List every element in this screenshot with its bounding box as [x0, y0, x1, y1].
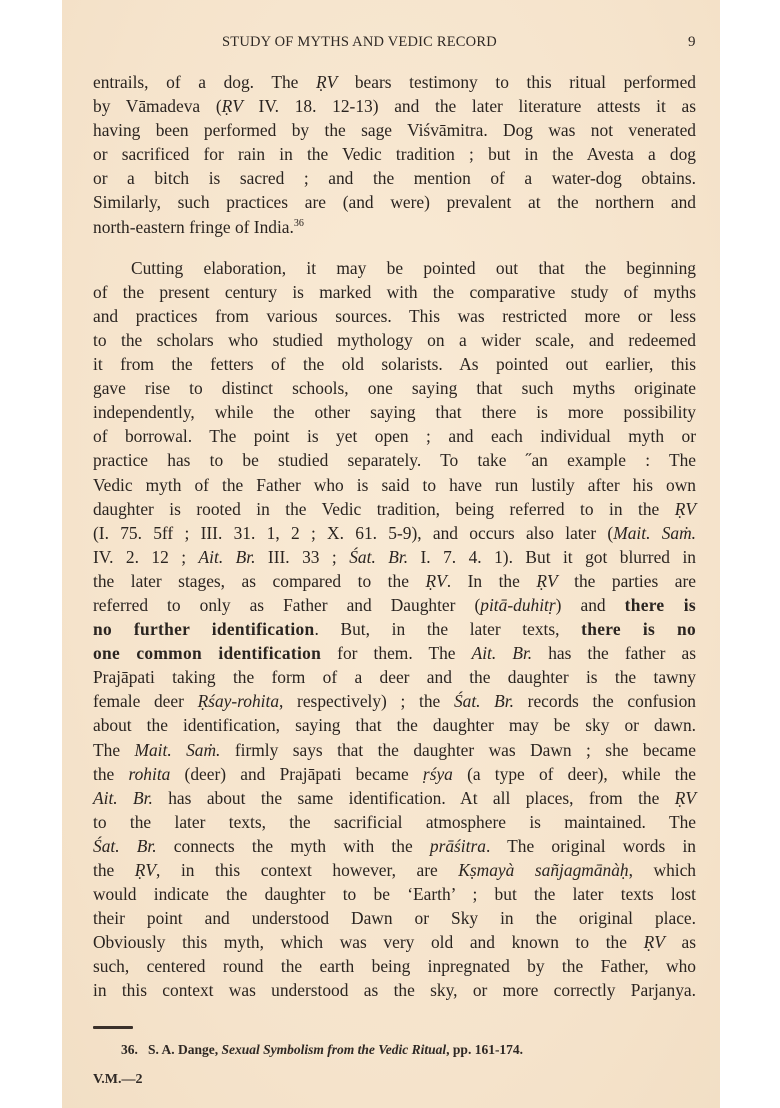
footnote-title: Sexual Symbolism from the Vedic Ritual	[221, 1042, 447, 1057]
text-line: Obviously this myth, which was very old and known to the ṚV as	[93, 932, 697, 953]
text-line: independently, while the other saying that there is more possibility	[93, 402, 696, 423]
rv-abbrev: ṚV	[134, 860, 157, 880]
text-line: The Mait. Saṁ. firmly says that the daughter was Dawn ; she became	[93, 739, 697, 760]
text-line: the ṚV, in this context however, are Kṣmayà sañjagmānàḥ, which	[93, 860, 697, 880]
text-line: Vedic myth of the Father who is said to have run lustily after his own	[93, 474, 696, 495]
sanskrit-term: prāśitra	[429, 835, 486, 856]
footnote-number: 36.	[121, 1042, 138, 1057]
rv-abbrev: ṚV	[315, 72, 338, 92]
text-line: by Vāmadeva (ṚV IV. 18. 12-13) and the later literature attests it as	[93, 96, 696, 117]
source-abbrev: Ait. Br.	[471, 643, 533, 664]
rv-abbrev: ṚV	[425, 570, 447, 591]
text-line: IV. 2. 12 ; Ait. Br. III. 33 ; Śat. Br. I. 7. 4. 1). But it got blurred in	[93, 546, 696, 567]
text-line: to the scholars who studied mythology on a wider scale, and redeemed	[93, 329, 696, 350]
book-page	[62, 0, 720, 1108]
body-text	[93, 70, 696, 1003]
text-line: female deer Ṛśay-rohita, respectively) ; the Śat. Br. records the confusion	[93, 691, 696, 712]
source-abbrev: Śat. Br.	[453, 691, 514, 712]
text-line: having been performed by the sage Viśvāmitra. Dog was not venerated	[93, 120, 696, 141]
footnote-ref[interactable]: 36	[293, 217, 304, 229]
running-title: STUDY OF MYTHS AND VEDIC RECORD	[222, 34, 497, 50]
rv-abbrev: ṚV	[221, 96, 243, 117]
rv-abbrev: ṚV	[643, 932, 665, 953]
emphasis-text: there is no	[581, 619, 697, 640]
emphasis-text: there is	[624, 594, 696, 615]
footnote-rule	[93, 1026, 133, 1029]
text-line: in this context was understood as the sky, or more correctly Parjanya.	[93, 980, 696, 1001]
text-line: the rohita (deer) and Prajāpati became ṛśya (a type of deer), while the	[93, 763, 697, 784]
text-line: to the later texts, the sacrificial atmosphere is maintained. The	[93, 811, 696, 832]
emphasis-text: one common identification	[93, 643, 322, 664]
text-line: north-eastern fringe of India.$^{36}$	[93, 216, 304, 237]
text-line: Śat. Br. connects the myth with the prāśitra. The original words in	[93, 835, 696, 856]
sanskrit-term: Kṣmayà sañjagmānàḥ	[458, 860, 629, 880]
paragraph-1	[93, 70, 696, 239]
text-line: it from the fetters of the old solarists. As pointed out earlier, this	[93, 354, 696, 375]
text-line: no further identification. But, in the later texts, there is no	[93, 619, 697, 640]
paragraph-2	[93, 256, 696, 1003]
text-line: about the identification, saying that the daughter may be sky or dawn.	[93, 715, 696, 736]
text-line: practice has to be studied separately. To take ˝an example : The	[93, 450, 696, 471]
text-line: (I. 75. 5ff ; III. 31. 1, 2 ; X. 61. 5-9), and occurs also later (Mait. Saṁ.	[93, 522, 696, 543]
text-line: entrails, of a dog. The ṚV bears testimony to this ritual performed	[93, 72, 696, 92]
source-abbrev: Ait. Br.	[93, 787, 153, 808]
text-line: Similarly, such practices are (and were) prevalent at the northern and	[93, 192, 696, 213]
text-line: daughter is rooted in the Vedic tradition, being referred to in the ṚV	[93, 498, 696, 519]
source-abbrev: Mait. Saṁ.	[134, 739, 221, 760]
sanskrit-term: Ṛśay-rohita	[197, 691, 280, 712]
text-line: their point and understood Dawn or Sky in the original place.	[93, 908, 696, 929]
source-abbrev: Śat. Br.	[349, 546, 409, 567]
sanskrit-term: rohita	[128, 763, 171, 784]
text-line: or a bitch is sacred ; and the mention of a water-dog obtains.	[93, 168, 696, 189]
text-line: of borrowal. The point is yet open ; and each individual myth or	[93, 426, 696, 447]
text-line: such, centered round the earth being inpregnated by the Father, who	[93, 956, 696, 977]
source-abbrev: Ait. Br.	[198, 546, 256, 567]
sanskrit-term: ṛśya	[422, 763, 453, 784]
page-number: 9	[688, 34, 696, 50]
text-line: of the present century is marked with the comparative study of myths	[93, 281, 696, 302]
signature-mark: V.M.—2	[93, 1072, 143, 1087]
rv-abbrev: ṚV	[674, 787, 696, 808]
source-abbrev: Mait. Saṁ.	[613, 522, 696, 543]
text-line: one common identification for them. The Ait. Br. has the father as	[93, 643, 696, 664]
running-head	[62, 34, 720, 56]
text-line: or sacrificed for rain in the Vedic tradition ; but in the Avesta a dog	[93, 144, 696, 165]
text-line: Cutting elaboration, it may be pointed out that the beginning	[131, 257, 696, 278]
emphasis-text: no further identification	[93, 619, 315, 640]
text-line: would indicate the daughter to be ‘Earth’ ; but the later texts lost	[93, 884, 696, 905]
rv-abbrev: ṚV	[536, 570, 558, 591]
text-line: referred to only as Father and Daughter (pitā-duhitṛ) and there is	[93, 594, 696, 615]
text-line: gave rise to distinct schools, one saying that such myths originate	[93, 378, 696, 399]
footnote-36	[121, 1042, 523, 1058]
footnote-author: S. A. Dange,	[148, 1042, 219, 1057]
paragraph-gap	[93, 239, 696, 256]
footnote-pages: , pp. 161-174.	[446, 1042, 524, 1057]
rv-abbrev: ṚV	[674, 498, 696, 519]
text-line: Prajāpati taking the form of a deer and the daughter is the tawny	[93, 667, 696, 688]
text-line: the later stages, as compared to the ṚV. In the ṚV the parties are	[93, 570, 697, 591]
text-line: and practices from various sources. This was restricted more or less	[93, 305, 696, 326]
text-line: Ait. Br. has about the same identification. At all places, from the ṚV	[93, 787, 696, 808]
source-abbrev: Śat. Br.	[93, 835, 157, 856]
sanskrit-term: pitā-duhitṛ	[480, 594, 556, 615]
